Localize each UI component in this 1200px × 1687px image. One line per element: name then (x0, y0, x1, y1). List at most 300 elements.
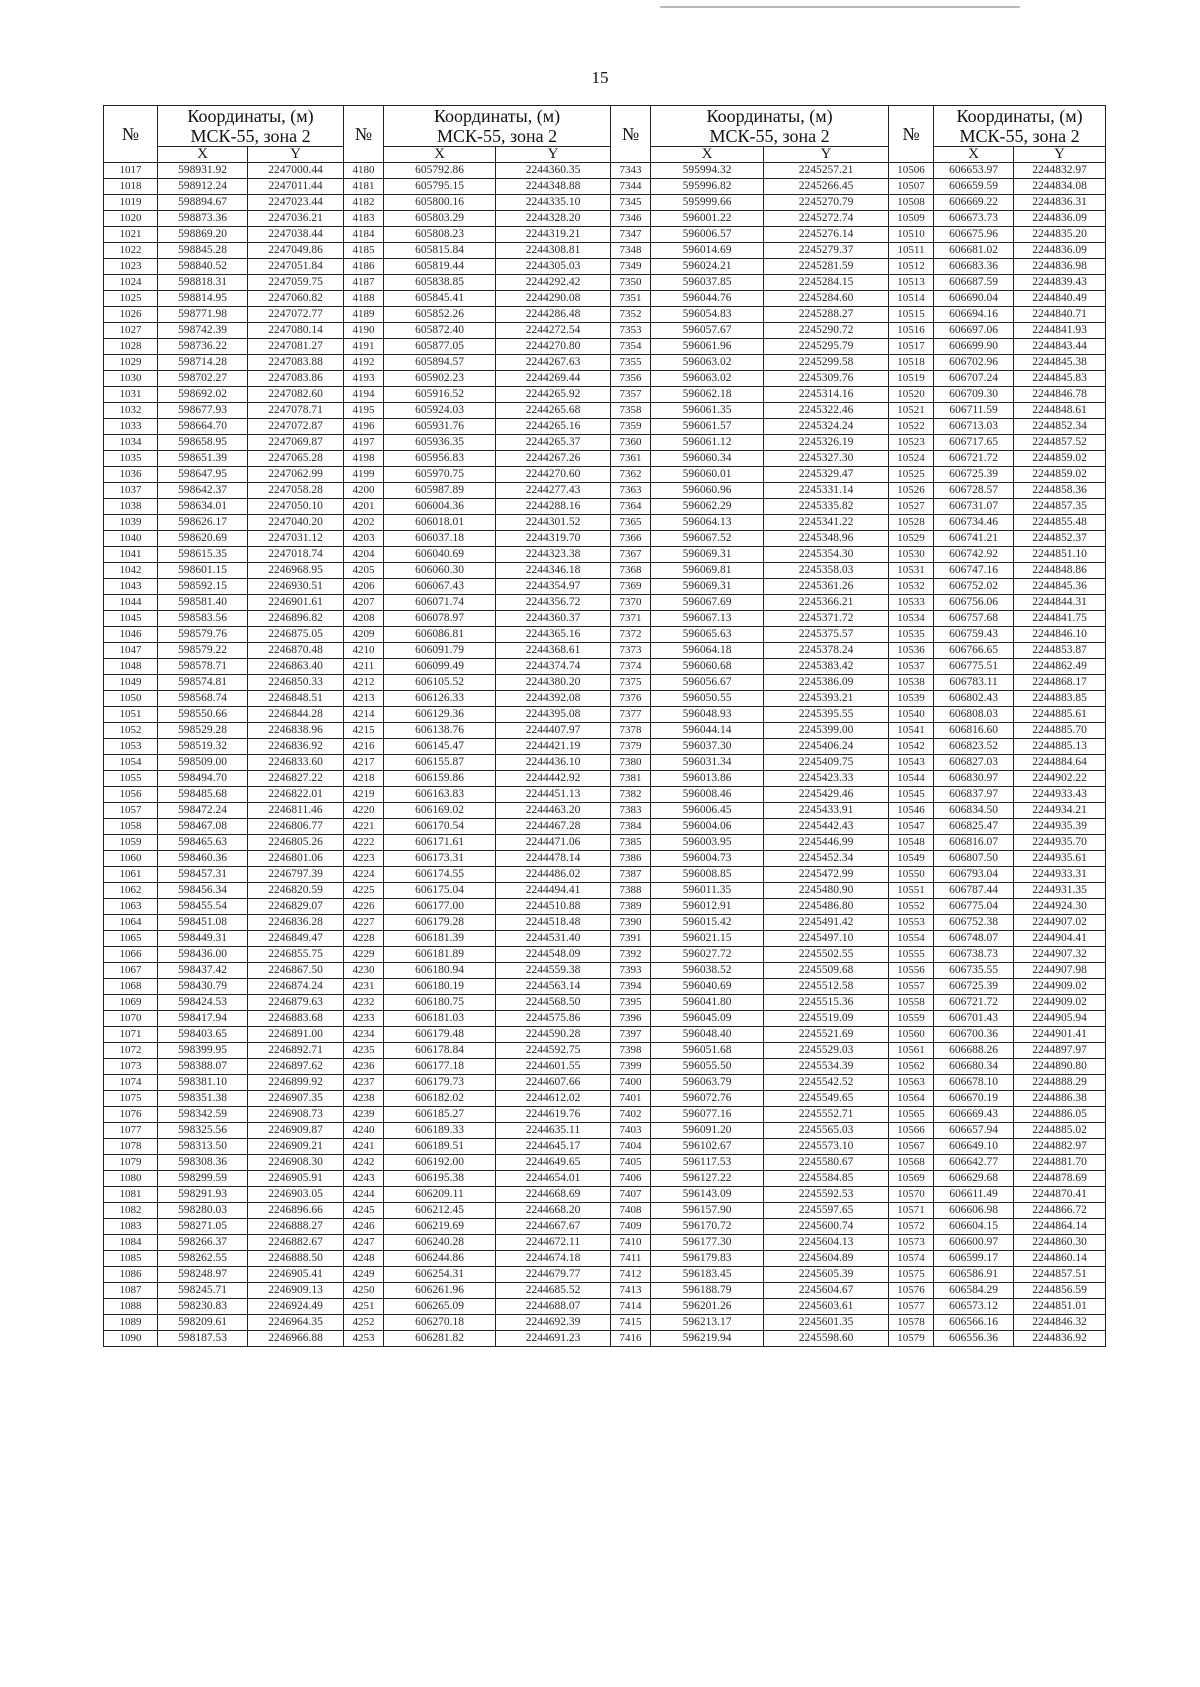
y-coordinate-cell: 2246811.46 (248, 803, 344, 819)
y-coordinate-cell: 2247060.82 (248, 291, 344, 307)
point-number-cell: 1036 (104, 467, 158, 483)
point-number-cell: 10566 (889, 1123, 934, 1139)
point-number-cell: 4241 (344, 1139, 384, 1155)
table-row (104, 515, 1106, 531)
point-number-cell: 10518 (889, 355, 934, 371)
x-coordinate-cell: 606126.33 (384, 691, 496, 707)
coords-subtitle: МСК-55, зона 2 (384, 126, 611, 147)
point-number-cell: 7347 (611, 227, 651, 243)
point-number-cell: 7403 (611, 1123, 651, 1139)
y-coordinate-cell: 2247062.99 (248, 467, 344, 483)
x-header: X (158, 147, 248, 163)
point-number-cell: 4251 (344, 1299, 384, 1315)
point-number-cell: 1083 (104, 1219, 158, 1235)
y-coordinate-cell: 2244901.41 (1014, 1027, 1106, 1043)
point-number-cell: 7389 (611, 899, 651, 915)
x-coordinate-cell: 606086.81 (384, 627, 496, 643)
y-coordinate-cell: 2246903.05 (248, 1187, 344, 1203)
point-number-cell: 7368 (611, 563, 651, 579)
y-coordinate-cell: 2244902.22 (1014, 771, 1106, 787)
y-coordinate-cell: 2247083.86 (248, 371, 344, 387)
point-number-cell: 7376 (611, 691, 651, 707)
x-coordinate-cell: 598467.08 (158, 819, 248, 835)
point-number-cell: 7407 (611, 1187, 651, 1203)
y-coordinate-cell: 2244859.02 (1014, 467, 1106, 483)
x-coordinate-cell: 606731.07 (934, 499, 1014, 515)
x-coordinate-cell: 606145.47 (384, 739, 496, 755)
point-number-cell: 10576 (889, 1283, 934, 1299)
point-number-cell: 10564 (889, 1091, 934, 1107)
y-coordinate-cell: 2247078.71 (248, 403, 344, 419)
x-coordinate-cell: 598388.07 (158, 1059, 248, 1075)
table-row (104, 771, 1106, 787)
table-row (104, 419, 1106, 435)
x-coordinate-cell: 598634.01 (158, 499, 248, 515)
point-number-cell: 10579 (889, 1331, 934, 1347)
point-number-cell: 1090 (104, 1331, 158, 1347)
y-header: Y (496, 147, 611, 163)
point-number-cell: 4237 (344, 1075, 384, 1091)
point-number-cell: 10526 (889, 483, 934, 499)
y-coordinate-cell: 2245605.39 (764, 1267, 889, 1283)
x-coordinate-cell: 596041.80 (651, 995, 764, 1011)
point-number-cell: 4206 (344, 579, 384, 595)
y-coordinate-cell: 2246879.63 (248, 995, 344, 1011)
point-number-cell: 10554 (889, 931, 934, 947)
point-number-cell: 4220 (344, 803, 384, 819)
y-coordinate-cell: 2244668.20 (496, 1203, 611, 1219)
x-coordinate-cell: 596003.95 (651, 835, 764, 851)
table-row (104, 691, 1106, 707)
x-coordinate-cell: 606180.94 (384, 963, 496, 979)
y-coordinate-cell: 2245331.14 (764, 483, 889, 499)
y-coordinate-cell: 2244935.39 (1014, 819, 1106, 835)
table-row (104, 451, 1106, 467)
y-coordinate-cell: 2246888.50 (248, 1251, 344, 1267)
x-coordinate-cell: 598736.22 (158, 339, 248, 355)
y-coordinate-cell: 2244592.75 (496, 1043, 611, 1059)
point-number-cell: 4246 (344, 1219, 384, 1235)
x-coordinate-cell: 606816.07 (934, 835, 1014, 851)
x-coordinate-cell: 596050.55 (651, 691, 764, 707)
point-number-cell: 7383 (611, 803, 651, 819)
table-row (104, 467, 1106, 483)
point-number-cell: 1040 (104, 531, 158, 547)
y-coordinate-cell: 2245519.09 (764, 1011, 889, 1027)
x-coordinate-cell: 606742.92 (934, 547, 1014, 563)
y-coordinate-cell: 2244835.20 (1014, 227, 1106, 243)
y-coordinate-cell: 2244467.28 (496, 819, 611, 835)
x-coordinate-cell: 606735.55 (934, 963, 1014, 979)
y-coordinate-cell: 2244635.11 (496, 1123, 611, 1139)
y-coordinate-cell: 2245580.67 (764, 1155, 889, 1171)
table-row (104, 435, 1106, 451)
point-number-cell: 10543 (889, 755, 934, 771)
point-number-cell: 1080 (104, 1171, 158, 1187)
point-number-cell: 10561 (889, 1043, 934, 1059)
point-number-cell: 4226 (344, 899, 384, 915)
point-number-cell: 7402 (611, 1107, 651, 1123)
table-row (104, 963, 1106, 979)
y-coordinate-cell: 2246883.68 (248, 1011, 344, 1027)
x-coordinate-cell: 596048.40 (651, 1027, 764, 1043)
x-coordinate-cell: 596037.30 (651, 739, 764, 755)
x-coordinate-cell: 598417.94 (158, 1011, 248, 1027)
y-coordinate-cell: 2247072.87 (248, 419, 344, 435)
x-coordinate-cell: 606177.00 (384, 899, 496, 915)
x-coordinate-cell: 596067.69 (651, 595, 764, 611)
x-coordinate-cell: 596024.21 (651, 259, 764, 275)
x-coordinate-cell: 606261.96 (384, 1283, 496, 1299)
y-coordinate-cell: 2245348.96 (764, 531, 889, 547)
table-row (104, 659, 1106, 675)
y-coordinate-cell: 2245295.79 (764, 339, 889, 355)
x-coordinate-cell: 606584.29 (934, 1283, 1014, 1299)
point-number-cell: 1028 (104, 339, 158, 355)
point-number-cell: 1030 (104, 371, 158, 387)
point-number-cell: 1057 (104, 803, 158, 819)
x-coordinate-cell: 596044.76 (651, 291, 764, 307)
table-row (104, 547, 1106, 563)
table-row (104, 1283, 1106, 1299)
y-coordinate-cell: 2245597.65 (764, 1203, 889, 1219)
x-coordinate-cell: 596102.67 (651, 1139, 764, 1155)
y-coordinate-cell: 2244421.19 (496, 739, 611, 755)
y-coordinate-cell: 2246896.82 (248, 611, 344, 627)
point-number-cell: 1023 (104, 259, 158, 275)
table-row (104, 339, 1106, 355)
point-number-cell: 10552 (889, 899, 934, 915)
y-coordinate-cell: 2247059.75 (248, 275, 344, 291)
point-number-cell: 7378 (611, 723, 651, 739)
y-coordinate-cell: 2244645.17 (496, 1139, 611, 1155)
x-coordinate-cell: 606657.94 (934, 1123, 1014, 1139)
y-coordinate-cell: 2244864.14 (1014, 1219, 1106, 1235)
x-coordinate-cell: 606759.43 (934, 627, 1014, 643)
coords-title: Координаты, (м) (158, 106, 344, 127)
y-coordinate-cell: 2246909.21 (248, 1139, 344, 1155)
x-coordinate-cell: 598449.31 (158, 931, 248, 947)
x-coordinate-cell: 596006.45 (651, 803, 764, 819)
x-coordinate-cell: 605852.26 (384, 307, 496, 323)
x-coordinate-cell: 598592.15 (158, 579, 248, 595)
y-coordinate-cell: 2244395.08 (496, 707, 611, 723)
y-header: Y (1014, 147, 1106, 163)
y-coordinate-cell: 2244834.08 (1014, 179, 1106, 195)
table-row (104, 291, 1106, 307)
point-number-cell: 10514 (889, 291, 934, 307)
point-number-cell: 1084 (104, 1235, 158, 1251)
point-number-cell: 4200 (344, 483, 384, 499)
y-coordinate-cell: 2244883.85 (1014, 691, 1106, 707)
x-coordinate-cell: 596060.96 (651, 483, 764, 499)
point-number-cell: 10535 (889, 627, 934, 643)
x-coordinate-cell: 605792.86 (384, 163, 496, 179)
y-coordinate-cell: 2244407.97 (496, 723, 611, 739)
y-coordinate-cell: 2244884.64 (1014, 755, 1106, 771)
point-number-cell: 1025 (104, 291, 158, 307)
point-number-cell: 1085 (104, 1251, 158, 1267)
point-number-cell: 10540 (889, 707, 934, 723)
point-number-cell: 7380 (611, 755, 651, 771)
y-coordinate-cell: 2245393.21 (764, 691, 889, 707)
point-number-cell: 1077 (104, 1123, 158, 1139)
x-coordinate-cell: 606071.74 (384, 595, 496, 611)
y-coordinate-cell: 2245491.42 (764, 915, 889, 931)
y-coordinate-cell: 2244365.16 (496, 627, 611, 643)
point-number-cell: 7384 (611, 819, 651, 835)
point-number-cell: 1074 (104, 1075, 158, 1091)
point-number-cell: 10533 (889, 595, 934, 611)
y-coordinate-cell: 2247082.60 (248, 387, 344, 403)
table-row (104, 851, 1106, 867)
point-number-cell: 7369 (611, 579, 651, 595)
y-coordinate-cell: 2245335.82 (764, 499, 889, 515)
x-coordinate-cell: 596063.02 (651, 371, 764, 387)
x-coordinate-cell: 606642.77 (934, 1155, 1014, 1171)
x-coordinate-cell: 606725.39 (934, 979, 1014, 995)
y-coordinate-cell: 2244436.10 (496, 755, 611, 771)
x-coordinate-cell: 606219.69 (384, 1219, 496, 1235)
x-coordinate-cell: 598245.71 (158, 1283, 248, 1299)
x-coordinate-cell: 606099.49 (384, 659, 496, 675)
point-number-cell: 10574 (889, 1251, 934, 1267)
y-coordinate-cell: 2244360.35 (496, 163, 611, 179)
x-coordinate-cell: 606604.15 (934, 1219, 1014, 1235)
point-number-cell: 7367 (611, 547, 651, 563)
x-coordinate-cell: 596001.22 (651, 211, 764, 227)
table-row (104, 1299, 1106, 1315)
coords-title: Координаты, (м) (384, 106, 611, 127)
x-coordinate-cell: 606105.52 (384, 675, 496, 691)
x-coordinate-cell: 598494.70 (158, 771, 248, 787)
point-number-cell: 4214 (344, 707, 384, 723)
x-coordinate-cell: 596091.20 (651, 1123, 764, 1139)
point-number-cell: 1081 (104, 1187, 158, 1203)
y-coordinate-cell: 2244890.80 (1014, 1059, 1106, 1075)
y-coordinate-cell: 2244649.65 (496, 1155, 611, 1171)
y-coordinate-cell: 2246896.66 (248, 1203, 344, 1219)
x-coordinate-cell: 606694.16 (934, 307, 1014, 323)
point-number-cell: 4204 (344, 547, 384, 563)
point-number-cell: 7374 (611, 659, 651, 675)
x-coordinate-cell: 596055.50 (651, 1059, 764, 1075)
y-coordinate-cell: 2244857.52 (1014, 435, 1106, 451)
y-coordinate-cell: 2244881.70 (1014, 1155, 1106, 1171)
table-row (104, 915, 1106, 931)
x-coordinate-cell: 595999.66 (651, 195, 764, 211)
y-coordinate-cell: 2244531.40 (496, 931, 611, 947)
x-coordinate-cell: 606702.96 (934, 355, 1014, 371)
y-coordinate-cell: 2245358.03 (764, 563, 889, 579)
x-coordinate-cell: 606659.59 (934, 179, 1014, 195)
point-number-cell: 1088 (104, 1299, 158, 1315)
y-coordinate-cell: 2244860.30 (1014, 1235, 1106, 1251)
coords-subtitle: МСК-55, зона 2 (651, 126, 889, 147)
point-number-cell: 7385 (611, 835, 651, 851)
point-number-cell: 10538 (889, 675, 934, 691)
y-coordinate-cell: 2244846.32 (1014, 1315, 1106, 1331)
point-number-cell: 10534 (889, 611, 934, 627)
y-coordinate-cell: 2244575.86 (496, 1011, 611, 1027)
x-coordinate-cell: 598342.59 (158, 1107, 248, 1123)
y-coordinate-cell: 2245299.58 (764, 355, 889, 371)
y-coordinate-cell: 2245480.90 (764, 883, 889, 899)
y-coordinate-cell: 2244348.88 (496, 179, 611, 195)
y-coordinate-cell: 2244882.97 (1014, 1139, 1106, 1155)
y-coordinate-cell: 2244832.97 (1014, 163, 1106, 179)
point-number-cell: 4184 (344, 227, 384, 243)
point-number-cell: 7348 (611, 243, 651, 259)
y-coordinate-cell: 2244935.61 (1014, 851, 1106, 867)
point-number-cell: 7394 (611, 979, 651, 995)
point-number-cell: 4236 (344, 1059, 384, 1075)
x-coordinate-cell: 606265.09 (384, 1299, 496, 1315)
y-coordinate-cell: 2244688.07 (496, 1299, 611, 1315)
x-coordinate-cell: 605902.23 (384, 371, 496, 387)
x-coordinate-cell: 596072.76 (651, 1091, 764, 1107)
point-number-cell: 4229 (344, 947, 384, 963)
table-row (104, 739, 1106, 755)
y-coordinate-cell: 2246968.95 (248, 563, 344, 579)
point-number-cell: 7356 (611, 371, 651, 387)
table-row (104, 979, 1106, 995)
x-coordinate-cell: 596004.06 (651, 819, 764, 835)
x-coordinate-cell: 606653.97 (934, 163, 1014, 179)
x-coordinate-cell: 606173.31 (384, 851, 496, 867)
x-coordinate-cell: 598840.52 (158, 259, 248, 275)
x-coordinate-cell: 606180.19 (384, 979, 496, 995)
point-number-cell: 1033 (104, 419, 158, 435)
y-coordinate-cell: 2246888.27 (248, 1219, 344, 1235)
x-coordinate-cell: 606734.46 (934, 515, 1014, 531)
x-coordinate-cell: 606195.38 (384, 1171, 496, 1187)
x-coordinate-cell: 596061.96 (651, 339, 764, 355)
table-row (104, 275, 1106, 291)
x-coordinate-cell: 605916.52 (384, 387, 496, 403)
y-coordinate-cell: 2244563.14 (496, 979, 611, 995)
table-row (104, 995, 1106, 1011)
y-coordinate-cell: 2246901.61 (248, 595, 344, 611)
x-coordinate-cell: 606004.36 (384, 499, 496, 515)
point-number-cell: 4198 (344, 451, 384, 467)
table-body (104, 163, 1106, 1347)
point-number-cell: 10536 (889, 643, 934, 659)
y-coordinate-cell: 2244843.44 (1014, 339, 1106, 355)
point-number-cell: 4233 (344, 1011, 384, 1027)
table-row (104, 627, 1106, 643)
x-coordinate-cell: 598485.68 (158, 787, 248, 803)
point-number-cell: 1073 (104, 1059, 158, 1075)
point-number-cell: 1082 (104, 1203, 158, 1219)
x-coordinate-cell: 606174.55 (384, 867, 496, 883)
y-coordinate-cell: 2246801.06 (248, 851, 344, 867)
table-row (104, 531, 1106, 547)
point-number-cell: 10553 (889, 915, 934, 931)
y-coordinate-cell: 2245406.24 (764, 739, 889, 755)
point-number-cell: 1039 (104, 515, 158, 531)
x-coordinate-cell: 606783.11 (934, 675, 1014, 691)
x-coordinate-cell: 598626.17 (158, 515, 248, 531)
y-coordinate-cell: 2245375.57 (764, 627, 889, 643)
y-coordinate-cell: 2244667.67 (496, 1219, 611, 1235)
x-coordinate-cell: 598651.39 (158, 451, 248, 467)
y-coordinate-cell: 2244442.92 (496, 771, 611, 787)
x-coordinate-cell: 606793.04 (934, 867, 1014, 883)
y-coordinate-cell: 2244886.05 (1014, 1107, 1106, 1123)
point-number-cell: 4203 (344, 531, 384, 547)
y-coordinate-cell: 2244471.06 (496, 835, 611, 851)
x-coordinate-cell: 596048.93 (651, 707, 764, 723)
table-row (104, 307, 1106, 323)
x-coordinate-cell: 598579.76 (158, 627, 248, 643)
point-number-cell: 1043 (104, 579, 158, 595)
y-coordinate-cell: 2247049.86 (248, 243, 344, 259)
point-number-cell: 4191 (344, 339, 384, 355)
table-row (104, 1011, 1106, 1027)
x-coordinate-cell: 606669.43 (934, 1107, 1014, 1123)
point-number-cell: 10570 (889, 1187, 934, 1203)
point-number-cell: 4219 (344, 787, 384, 803)
y-coordinate-cell: 2245603.61 (764, 1299, 889, 1315)
y-coordinate-cell: 2246897.62 (248, 1059, 344, 1075)
x-coordinate-cell: 595994.32 (651, 163, 764, 179)
x-coordinate-cell: 606159.86 (384, 771, 496, 787)
y-coordinate-cell: 2244672.11 (496, 1235, 611, 1251)
x-coordinate-cell: 598187.53 (158, 1331, 248, 1347)
x-coordinate-cell: 598424.53 (158, 995, 248, 1011)
x-coordinate-cell: 606556.36 (934, 1331, 1014, 1347)
x-coordinate-cell: 606807.50 (934, 851, 1014, 867)
y-coordinate-cell: 2245486.80 (764, 899, 889, 915)
y-coordinate-cell: 2244885.70 (1014, 723, 1106, 739)
point-number-cell: 7398 (611, 1043, 651, 1059)
point-number-cell: 7343 (611, 163, 651, 179)
x-coordinate-cell: 606687.59 (934, 275, 1014, 291)
point-number-cell: 7396 (611, 1011, 651, 1027)
y-coordinate-cell: 2244862.49 (1014, 659, 1106, 675)
x-coordinate-cell: 598818.31 (158, 275, 248, 291)
x-coordinate-cell: 596031.34 (651, 755, 764, 771)
point-number-cell: 7375 (611, 675, 651, 691)
y-coordinate-cell: 2245314.16 (764, 387, 889, 403)
point-number-cell: 1050 (104, 691, 158, 707)
x-coordinate-cell: 598814.95 (158, 291, 248, 307)
x-coordinate-cell: 598677.93 (158, 403, 248, 419)
x-coordinate-cell: 598325.56 (158, 1123, 248, 1139)
point-number-cell: 1019 (104, 195, 158, 211)
coords-title: Координаты, (м) (934, 106, 1106, 127)
table-row (104, 1123, 1106, 1139)
y-coordinate-cell: 2245509.68 (764, 963, 889, 979)
x-coordinate-cell: 606040.69 (384, 547, 496, 563)
point-number-cell: 10548 (889, 835, 934, 851)
y-coordinate-cell: 2244288.16 (496, 499, 611, 515)
x-coordinate-cell: 596064.13 (651, 515, 764, 531)
x-coordinate-cell: 605924.03 (384, 403, 496, 419)
table-row (104, 931, 1106, 947)
table-row (104, 819, 1106, 835)
x-coordinate-cell: 606178.84 (384, 1043, 496, 1059)
x-coordinate-cell: 606830.97 (934, 771, 1014, 787)
y-coordinate-cell: 2244844.31 (1014, 595, 1106, 611)
x-coordinate-cell: 606566.16 (934, 1315, 1014, 1331)
point-number-cell: 10532 (889, 579, 934, 595)
point-number-cell: 10523 (889, 435, 934, 451)
x-coordinate-cell: 598399.95 (158, 1043, 248, 1059)
table-row (104, 259, 1106, 275)
point-number-cell: 7381 (611, 771, 651, 787)
